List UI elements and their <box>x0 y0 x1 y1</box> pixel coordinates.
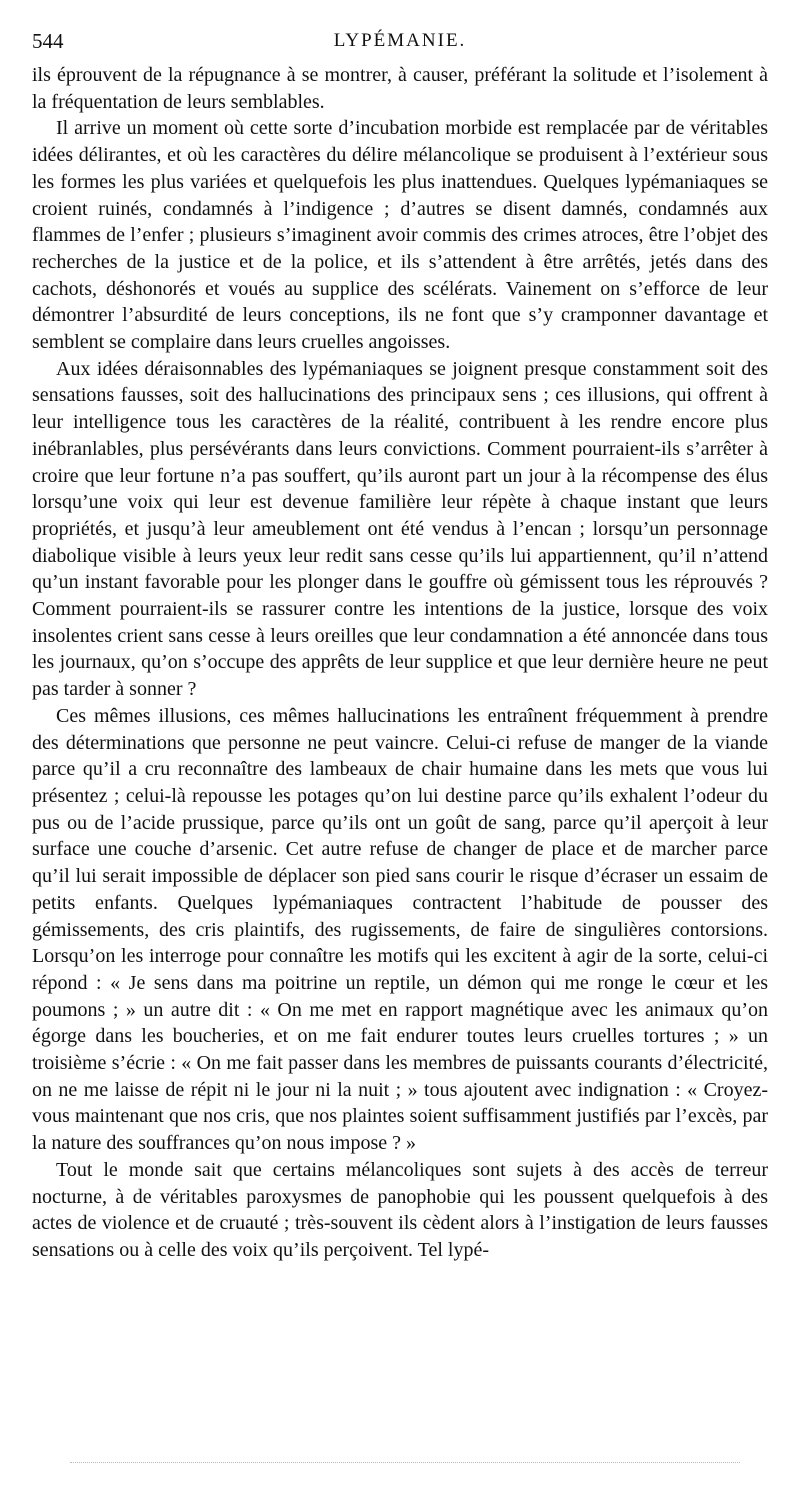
body-text <box>32 62 768 1264</box>
scan-footer-noise <box>70 1462 740 1463</box>
running-head <box>32 26 768 56</box>
running-title: LYPÉMANIE. <box>333 30 467 51</box>
paragraph: Ces mêmes illusions, ces mêmes hallucinations les entraînent fréquemment à prendre des déterminations que personne ne peut vaincre. Celui-ci refuse de manger de la viande parce qu’il a cru reconnaître des lambeaux de chair humaine dans les mets que vous lui présentez ; celui-là repousse les potages qu’on lui destine parce qu’ils exhalent l’odeur du pus ou de l’acide prussique, parce qu’ils ont un goût de sang, parce qu’il aperçoit à leur surface une couche d’arsenic. Cet autre refuse de changer de place et de marcher parce qu’il lui serait impossible de déplacer son pied sans courir le risque d’écraser un essaim de petits enfants. Quelques lypémaniaques contractent l’habitude de pousser des gémissements, des cris plaintifs, des rugissements, de faire de singulières contorsions. Lorsqu’on les interroge pour connaître les motifs qui les excitent à agir de la sorte, celui-ci répond : « Je sens dans ma poitrine un reptile, un démon qui me ronge le cœur et les poumons ; » un autre dit : « On me met en rapport magnétique avec les animaux qu’on égorge dans les boucheries, et on me fait endurer toutes leurs cruelles tortures ; » un troisième s’écrie : « On me fait passer dans les membres de puissants courants d’électricité, on ne me laisse de répit ni le jour ni la nuit ; » tous ajoutent avec indignation : « Croyez-vous maintenant que nos cris, que nos plaintes soient suffisamment justifiés par l’excès, par la nature des souffrances qu’on nous impose ? » <box>32 704 768 1155</box>
paragraph: Aux idées déraisonnables des lypémaniaques se joignent presque constamment soit des sensations fausses, soit des hallucinations des principaux sens ; ces illusions, qui offrent à leur intelligence tous les caractères de la réalité, contribuent à les rendre encore plus inébranlables, plus persévérants dans leurs convictions. Comment pourraient-ils s’arrêter à croire que leur fortune n’a pas souffert, qu’ils auront part un jour à la récompense des élus lorsqu’une voix qui leur est devenue familière leur répète à chaque instant que leurs propriétés, et jusqu’à leur ameublement ont été vendus à l’encan ; lorsqu’un personnage diabolique visible à leurs yeux leur redit sans cesse qu’ils lui appartiennent, qu’il n’attend qu’un instant favorable pour les plonger dans le gouffre où gémissent tous les réprouvés ? Comment pourraient-ils se rassurer contre les intentions de la justice, lorsque des voix insolentes crient sans cesse à leurs oreilles que leur condamnation a été annoncée dans tous les journaux, qu’on s’occupe des apprêts de leur supplice et que leur dernière heure ne peut pas tarder à sonner ? <box>32 357 768 701</box>
paragraph: Tout le monde sait que certains mélancoliques sont sujets à des accès de terreur nocturne, à de véritables paroxysmes de panophobie qui les poussent quelquefois à des actes de violence et de cruauté ; très-souvent ils cèdent alors à l’instigation de leurs fausses sensations ou à celle des voix qu’ils perçoivent. Tel lypé- <box>32 1158 768 1261</box>
page-number: 544 <box>32 29 64 53</box>
paragraph: ils éprouvent de la répugnance à se montrer, à causer, préférant la solitude et l’isolement à la fréquentation de leurs semblables. <box>32 64 768 113</box>
book-page <box>32 26 768 1264</box>
paragraph: Il arrive un moment où cette sorte d’incubation morbide est remplacée par de véritables idées délirantes, et où les caractères du délire mélancolique se produisent à l’extérieur sous les formes les plus variées et quelquefois les plus inattendues. Quelques lypémaniaques se croient ruinés, condamnés à l’indigence ; d’autres se disent damnés, condamnés aux flammes de l’enfer ; plusieurs s’imaginent avoir commis des crimes atroces, être l’objet des recherches de la justice et de la police, et ils s’attendent à être arrêtés, jetés dans des cachots, déshonorés et voués au supplice des scélérats. Vainement on s’efforce de leur démontrer l’absurdité de leurs conceptions, ils ne font que s’y cramponner davantage et semblent se complaire dans leurs cruelles angoisses. <box>32 117 768 354</box>
